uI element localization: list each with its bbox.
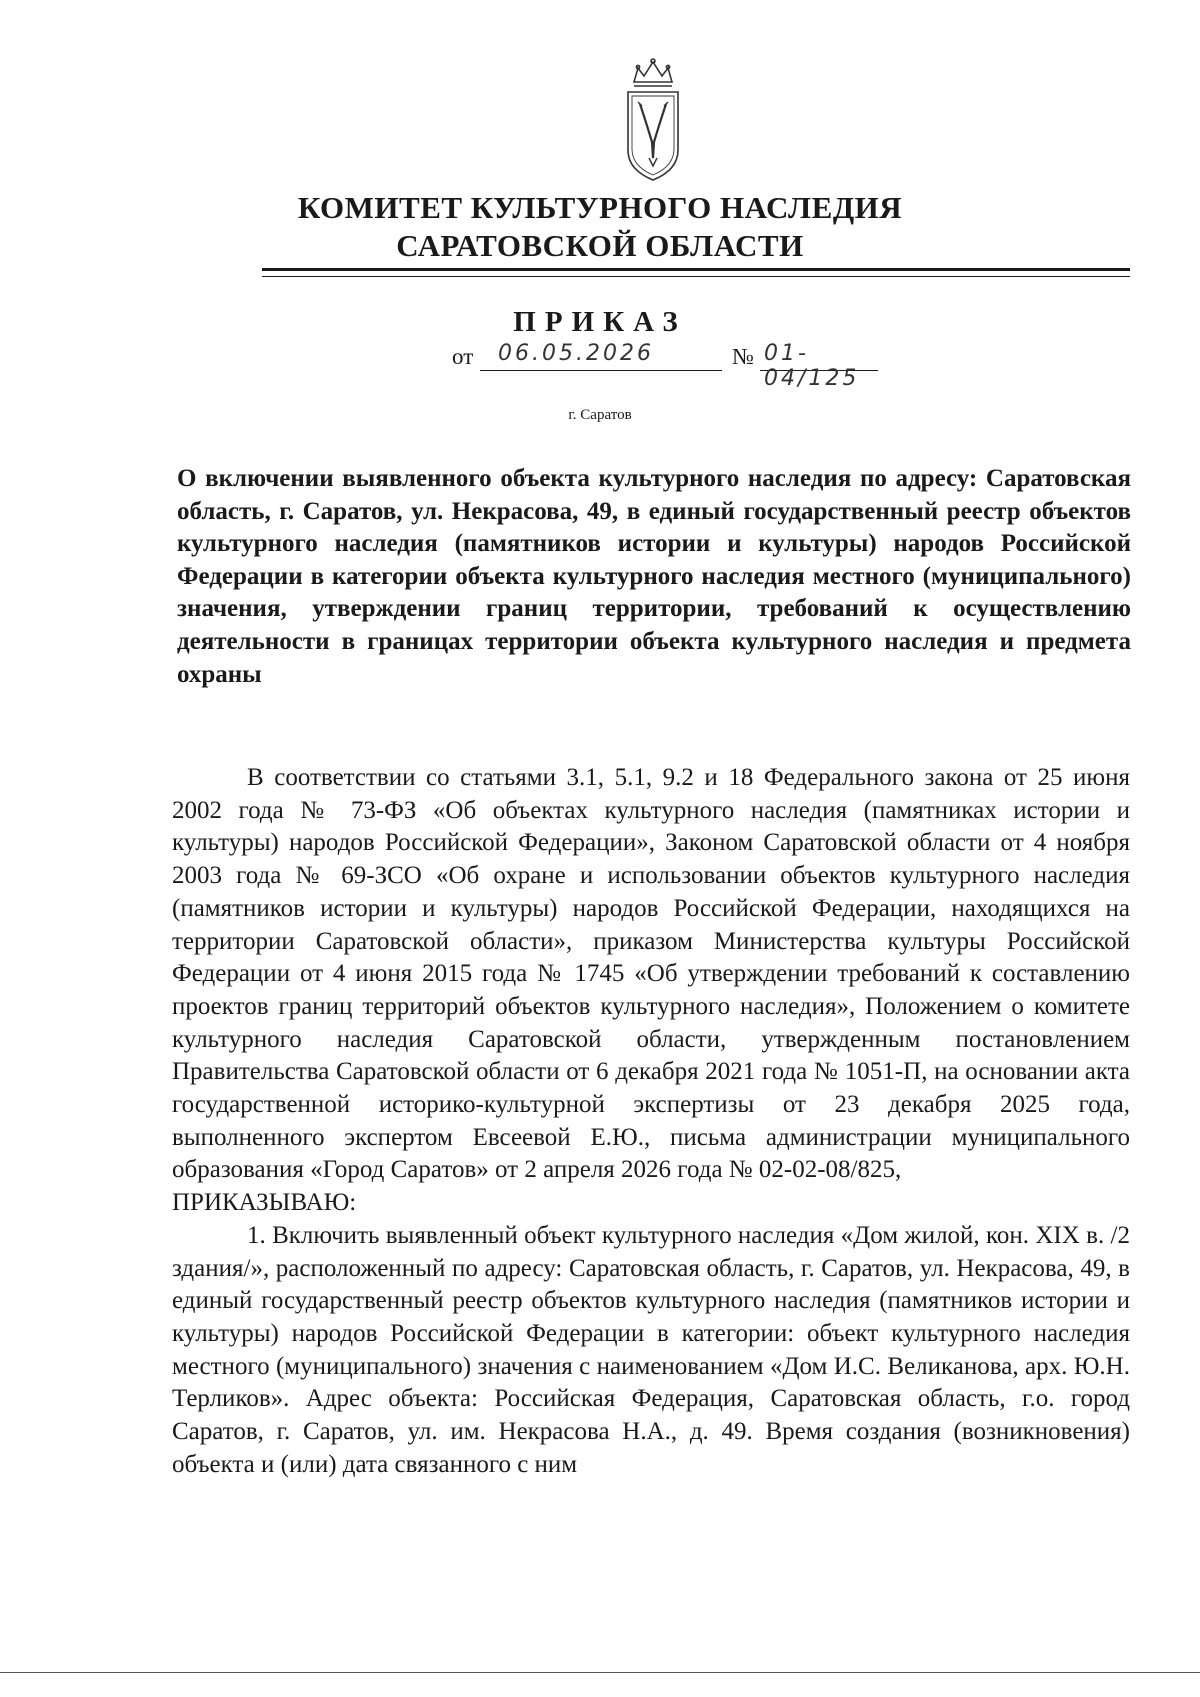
date-prefix: от bbox=[452, 344, 474, 369]
issue-city: г. Саратов bbox=[568, 407, 632, 423]
order-number-handwritten: 01-04/125 bbox=[764, 341, 860, 391]
organization-name-line-2: САРАТОВСКОЙ ОБЛАСТИ bbox=[396, 228, 804, 263]
preamble-paragraph: В соответствии со статьями 3.1, 5.1, 9.2 и 18 Федерального закона от 25 июня 2002 года № 73-ФЗ «Об объектах культурного наследия (памятниках истории и культуры) народов Российской Федерации», Законом Саратовской области от 4 ноября 2003 года № 69-ЗСО «Об охране и использовании объектов культурного наследия (памятников истории и культуры) народов Российской Федерации, находящихся на территории Саратовской области», приказом Министерства культуры Российской Федерации от 4 июня 2015 года № 1745 «Об утверждении требований к составлению проектов границ территорий объектов культурного наследия», Положением о комитете культурного наследия Саратовской области, утвержденным постановлением Правительства Саратовской области от 6 декабря 2021 года № 1051-П, на основании акта государственной историко-культурной экспертизы от 23 декабря 2025 года, выполненного экспертом Евсеевой Е.Ю., письма администрации муниципального образования «Город Саратов» от 2 апреля 2026 года № 02-02-08/825, bbox=[172, 764, 1130, 1184]
header-divider-thick bbox=[262, 268, 1130, 271]
date-underline bbox=[480, 370, 722, 371]
order-item-1: 1. Включить выявленный объект культурного наследия «Дом жилой, кон. XIX в. /2 здания/», расположенный по адресу: Саратовская область, г. Саратов, ул. Некрасова, 49, в единый государственный реестр объектов культурного наследия (памятников истории и культуры) народов Российской Федерации в категории: объект культурного наследия местного (муниципального) значения с наименованием «Дом И.С. Великанова, арх. Ю.Н. Терликов». Адрес объекта: Российская Федерация, Саратовская область, г.о. город Саратов, г. Саратов, ул. им. Некрасова Н.А., д. 49. Время создания (возникновения) объекта и (или) дата связанного с ним bbox=[172, 1221, 1130, 1478]
order-date-handwritten: 06.05.2026 bbox=[498, 341, 654, 366]
document-title: О включении выявленного объекта культурного наследия по адресу: Саратовская область, г. Саратов, ул. Некрасова, 49, в единый государственный реестр объектов культурного наследия (памятников истории и культуры) народов Российской Федерации в категории объекта культурного наследия местного (муниципального) значения, утверждении границ территории, требований к осуществлению деятельности в границах территории объекта культурного наследия и предмета охраны bbox=[177, 465, 1131, 688]
organization-name-line-1: КОМИТЕТ КУЛЬТУРНОГО НАСЛЕДИЯ bbox=[297, 190, 903, 225]
page-bottom-edge bbox=[0, 1672, 1200, 1673]
header-divider-thin bbox=[262, 276, 1130, 277]
document-body bbox=[172, 762, 1130, 1481]
order-word: ПРИКАЗЫВАЮ: bbox=[172, 1189, 357, 1217]
coat-of-arms-emblem bbox=[622, 58, 684, 188]
number-prefix: № bbox=[732, 344, 754, 369]
document-type-heading: ПРИКАЗ bbox=[513, 306, 687, 338]
